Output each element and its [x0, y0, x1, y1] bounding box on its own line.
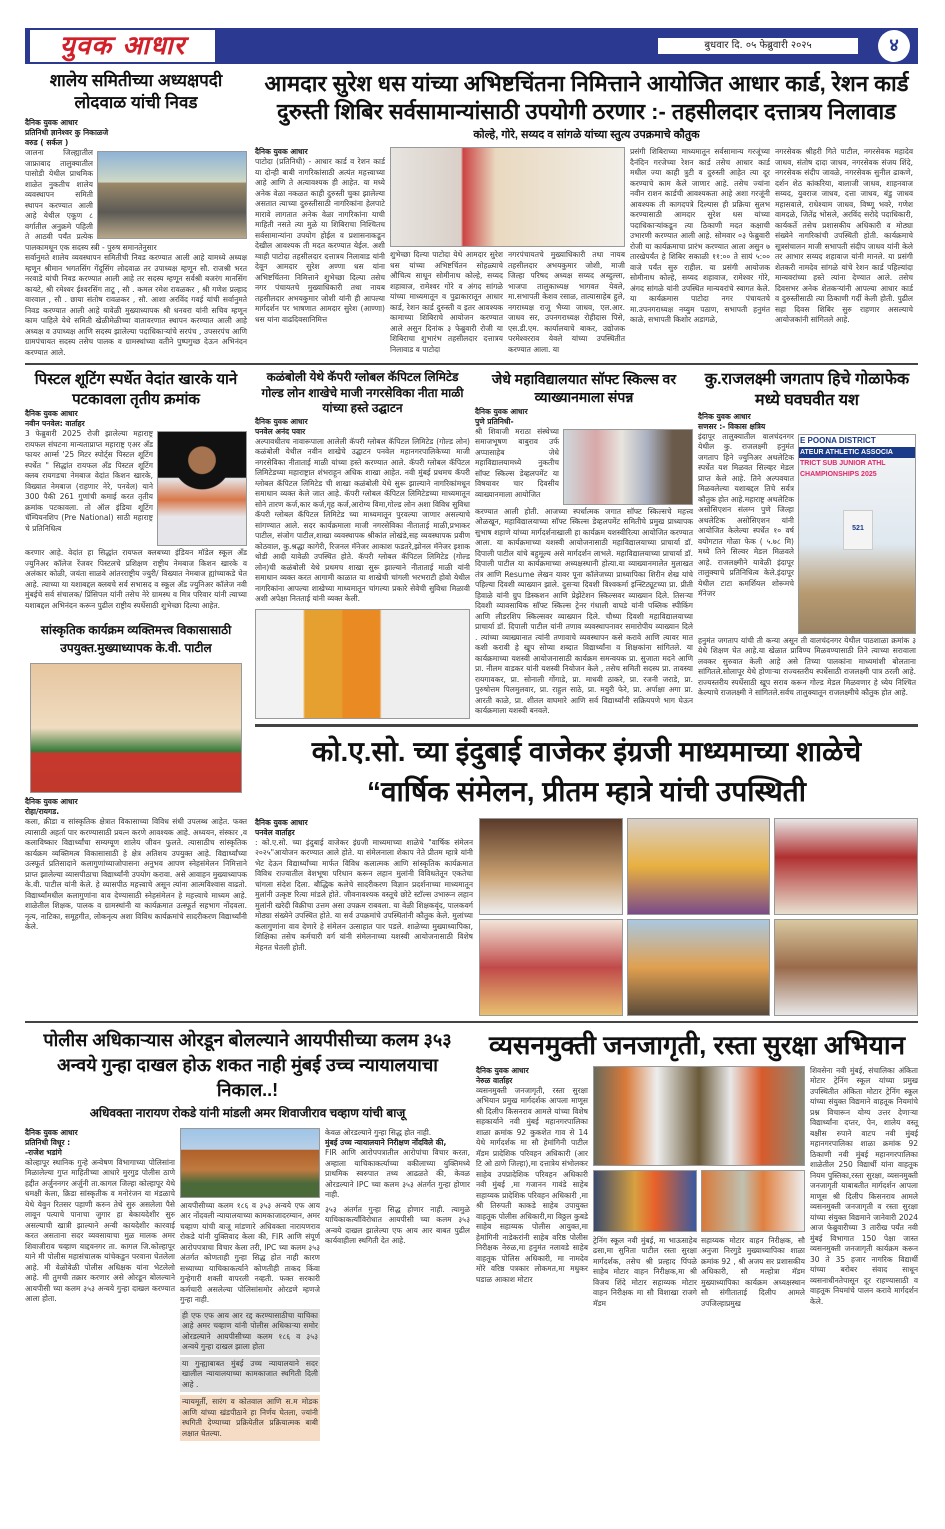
photo-vedant-kharke [157, 431, 247, 546]
byline-place: पनवेल वार्ताहर [255, 827, 295, 837]
byline-place: पुणे प्रतिनिधी- [475, 416, 514, 426]
court-columns [25, 1128, 470, 1442]
campaign-middle [593, 1066, 805, 1310]
headline: कु.राजलक्ष्मी जगताप हिचे गोळाफेक मध्ये घवघवीत यश [704, 371, 910, 409]
aadhaar-middle-cols [390, 250, 625, 355]
sub-headline: अधिवक्ता नारायण रोकडे यांनी मांडली अमर शिवाजीराव चव्हाण यांची बाजू [89, 1105, 406, 1120]
article-body: ट्रेनिंग स्कूल नवी मुंबई, मा भाऊसाहेब ढसा,मा सुनिता पाटील रस्ता सुरक्षा मार्गदर्शक, तसेच श्री प्रल्हाद पिंपळे साहेब मोटार वाहन निरीक्षक,मा श्री विजय शिंदे मोटार सहाय्यक मोटार वाहन निरीक्षक मा सौ विशाखा राजगे मॅडम [593, 1235, 697, 1308]
article-body: प्रसंगी शिबिराच्या माध्यमातून सर्वसामान्य गरजूंच्या दैनंदिन गरजेच्या रेशन कार्ड तसेच आधार कार्ड मधील ज्या काही त्रुटी व दुरुस्ती आहेत त्या दूर करण्याचे काम केले जाणार आहे. तसेच ज्यांना नवीन राशन कार्डची आवश्यकता आहे अशा गरजूंनी आवश्यक ती कागदपत्रे दिल्यास ही प्रक्रिया सुलभ करण्यासाठी आमदार सुरेश धस यांच्या पदाधिकाऱ्यांकडून त्या ठिकाणी मदत कक्षाची उभारणी करण्यात आली आहे. सोमवार ०३ फेब्रुवारी रोजी या कार्यक्रमाचा प्रारंभ करण्यात आला असुन ७ तारखेपर्यंत हे शिबिर सकाळी ११:०० ते सायं ५:०० वाजे पर्यंत सुरु राहील. या प्रसंगी आयोजक सोमीनाथ कोल्हे, सय्यद शहावाज, रामेश्वर गोरे, अंगद सांगळे यांनी उपस्थित मान्यवरांचे स्वागत केले. या कार्यक्रमास पाटोदा नगर पंचायतचे मा.उपनगराध्यक्ष नय्युम पठाण, सभापती हनुमंत काळे, सभापती किशोर अडागळे, [630, 147, 770, 325]
article-cultural-program [25, 621, 247, 933]
athlete-bib: 521 [843, 510, 873, 550]
banner-text: ATEUR ATHLETIC ASSOCIA [799, 447, 915, 458]
article-body: आयपीसीच्या कलम १८६ व ३५३ अन्वये एफ आय आर नोंदवली न्यायालयाच्या कामकाजादरम्यान, अमर चव्हाण यांची बाजू मांडणारे अधिवक्ता नारायणराव रोकडे यांनी युक्तिवाद केला की, FIR आणि संपूर्ण आरोपपत्राचा विचार केला तरी, IPC च्या कलम ३५३ अंतर्गत कोणताही गुन्हा सिद्ध होत नाही कारण सध्याच्या याचिकाकर्त्याने कोणतीही ताकद किंवा गुन्हेगारी शक्ती वापरली नव्हती. फक्त सरकारी कर्मचारी असलेल्या पोलिसांसमोर ओरडणे म्हणजे गुन्हा नाही. [180, 1200, 320, 1305]
photo-exhibition [774, 919, 918, 1016]
headline: सांस्कृतिक कार्यक्रम व्यक्तिमत्त्व विकासासाठी उपयुक्त.मुख्याध्यापक के.वी. पाटील [40, 623, 232, 656]
photo-rajlakshmi [798, 434, 916, 634]
right-area [255, 370, 918, 1016]
page-number: ४ [878, 30, 910, 62]
photo-performance [479, 919, 623, 1016]
section-top [25, 70, 918, 358]
divider [25, 1021, 918, 1023]
divider [25, 363, 918, 365]
photo-costumes [627, 818, 771, 915]
photo-dance-performance [30, 663, 242, 793]
page-body [25, 70, 918, 1441]
annual-gathering-text [255, 818, 473, 954]
article-shot-put [698, 370, 916, 699]
article-body: करण्यात आली होती. आजच्या स्पर्धात्मक जगात सॉफ्ट स्किल्सचे महत्त्व ओळखून, महाविद्यालयाच्या सॉफ्ट स्किल्स डेव्हलपमेंट समितीचे प्रमुख प्राध्यापक सुभाष शहाणे यांच्या मार्गदर्शनाखाली हा कार्यक्रम यशस्वीरित्या आयोजित करण्यात आला. या कार्यक्रमाच्या यशस्वी आयोजनासाठी महाविद्यालयाच्या प्राचार्या डॉ. दिपाली पाटील यांचे बहुमूल्य असे मार्गदर्शन लाभले. महाविद्यालयाच्या प्राचार्या डॉ. दिपाली पाटील या कार्यक्रमाच्या अध्यक्षस्थानी होत्या.या व्याख्यानमालेत मुलाखत तंत्र आणि Resume लेखन यावर पूना कॉलेजच्या प्राध्यापिका शिरीन शेख यांचे पहिल्या दिवशी व्याख्यान झाले. दुसऱ्या दिवशी विश्वकर्मा इन्स्टिट्यूटच्या प्रा. प्रीती हिवाळे यांनी ग्रुप डिस्कशन आणि प्रेझेंटेशन स्किल्सवर व्याख्यान दिले. तिसऱ्या दिवशी व्यावसायिक सॉफ्ट स्किल्स ट्रेनर गंधाली वाघडे यांनी पब्लिक स्पीकिंग आणि लीडरशिप स्किल्सवर व्याख्यान दिले. चौथ्या दिवशी महाविद्यालयाच्या प्राचार्या डॉ. दिपाली पाटील यांनी तणाव व्यवस्थापनावर समारोपीय व्याख्यान दिले . त्यांच्या व्याख्यानात त्यांनी तणावाचे व्यवस्थापन कसे करावे आणि त्यावर मात कशी करावी हे खूप सोप्या शब्दात विद्यार्थ्यांना व शिक्षकांना सांगितले. या कार्यक्रमाच्या यशस्वी आयोजनासाठी कार्यक्रम समन्वयक प्रा. सुजाता मदने आणि प्रा. नीलम वाडकर यांनी यशस्वी नियोजन केले , तसेच समिती सदस्य प्रा. तावस्या रायगावकर, प्रा. सोनाली गोंगाडे, प्रा. माधवी ठाकरे, प्रा. रजनी जराडे, प्रा. पुरुषोत्तम पिलमुलवार, प्रा. राहुल साठे, प्रा. मयुरी फेरे, प्रा. अर्पाक्षा अगा प्रा. आरती काळे, प्रा. शीतल वाघमारे आणि सर्व विद्यार्थ्यांनी सक्रियपणे भाग घेऊन कार्यक्रमाला यशस्वी बनवले. [475, 506, 693, 716]
byline-paper: दैनिक युवक आधार [475, 406, 528, 416]
article-pistol-shooting [25, 370, 247, 611]
banner-text: TRICT SUB JUNIOR ATHL [800, 459, 886, 467]
section-middle [25, 370, 918, 1016]
article-aadhaar-camp [255, 70, 918, 355]
article-body: सर्वानुमते शालेय व्यवस्थापन समितीची निवड करण्यात आली आहे यामध्ये अध्यक्ष म्हणून श्रीमान भगतसिंग गेंदूसिंग लोदवाळ तर उपाध्यक्ष म्हणून सौ. राजश्री भरत नरवाडे यांची निवड करण्यात आली आहे तर सदस्य म्हणून सर्वश्री बजरंग मानसिंग कायटे, श्री रमेश्वर ईश्वरसिंग ताटू , सौ . कमल रमेश रावळकर , श्री गणेश प्रल्हाद वारवाल , सौ . छाया संतोष रावळकर , सौ. आशा अरविंद गवई यांची सर्वानुमते निवड करण्यात आली आहे यावेळी मुख्याध्यापक श्री धनवरा यांनी सचिव म्हणून काम पाहिले येथे समिती खेळीमेळीच्या वातावरणात स्थापन करण्यात आली आहे अध्यक्ष व उपाध्यक्ष आणि सदस्य झालेल्या पदाधिकाऱ्यांचे सरपंच , उपसरपंच आणि ग्रामपंचायत सदस्य तसेच पालक व ग्रामस्थांच्या वतीने पुष्पगुच्छ देऊन अभिनंदन करण्यात आले. [25, 253, 247, 357]
byline-paper: दैनिक युवक आधार [255, 817, 308, 827]
photo-committee-group [97, 151, 247, 239]
photo-campaign-3 [701, 1170, 805, 1232]
article-body: हनुमंत जगताप यांची ती कन्या असून ती वालचंदनगर येथील पाठशाळा क्रमांक ३ येथे शिक्षण घेत आहे.या खेळात प्राविण्य मिळवण्यासाठी तिने त्याच्या सरावाला लवकर सुरुवात केली आहे असे तिच्या पालकांना माध्यमांशी बोलताना सांगितले.सोलापूर येथे होणाऱ्या राज्यस्तरीय स्पर्धेसाठी राजलक्ष्मी पात्र ठरली आहे. राज्यस्तरीय स्पर्धेसाठी खूप सराव करून गोल्ड मेडल मिळवणार हे ध्येय निश्चित केल्याचे राजलक्ष्मी ने सांगितले.सर्वच तालुक्यातून राजलक्ष्मीचे कौतुक होत आहे. [698, 635, 916, 698]
article-high-court-verdict [25, 1028, 470, 1441]
byline-paper: दैनिक युवक आधार [255, 416, 308, 426]
highlight-box: या गुन्ह्याबाबत मुंबई उच्च न्यायालयाने सदर खालील न्यायालयाच्या कामकाजात स्थगिती दिली आहे . [180, 1357, 320, 1393]
subhead: मुंबई उच्च न्यायालयाने निरीक्षण नोंदविले की, [325, 1138, 447, 1148]
divider [255, 724, 918, 727]
court-col1 [25, 1128, 175, 1305]
annual-gathering-row [255, 818, 918, 1016]
row-three-articles [255, 370, 918, 719]
article-soft-skills [475, 370, 693, 716]
photo-students [479, 818, 623, 915]
photo-children [627, 919, 771, 1016]
photo-gallery [479, 818, 918, 1016]
article-body: अल्पावधीतच नावारूपाला आलेली कॅपरी ग्लोबल कॅपिटल लिमिटेड (गोल्ड लोन) कळंबोली येथील नवीन शाखेचे उद्घाटन पनवेल महानगरपालिकेच्या माजी नगरसेविका नीताताई माळी यांच्या हस्ते करण्यात आले. कॅपरी ग्लोबल कॅपिटल लिमिटेडच्या महाराष्ट्रात शंभराहून अधिक शाखा आहेत. नवी मुंबई प्रथमच कॅपरी ग्लोबल कॅपिटल लिमिटेड ची शाखा कळंबोली येथे सुरू झाल्याने नागरिकांमधून समाधान व्यक्त केले जात आहे. कॅपरी ग्लोबल कॅपिटल लिमिटेडच्या माध्यमातून सोने तारण कर्ज,कार कर्ज,गृह कर्ज,आरोग्य विमा,गोल्ड लोन अशा विविध सुविधा कॅपरी ग्लोबल कॅपिटल लिमिटेड च्या माध्यमातून पुरवल्या जाणार असल्याचे सांगण्यात आले. सदर कार्यक्रमाला माजी नगरसेविका नीताताई माळी,प्रभाकर पाटील, संजोग पाटील,शाखा व्यवस्थापक श्रीकांत लोखंडे,सह व्यवस्थापक प्रवीण कोठवाल, कु.श्रद्धा कागेरी, रिजनल मॅनेजर आकाश फडतरे,झोनल मॅनेजर इशाक थोडी आदी यावेळी उपस्थित होते. कॅपरी ग्लोबल कॅपिटल लिमिटेड (गोल्ड लोन)ची कळंबोली येथे प्रथमच शाखा सुरू झाल्याने नीताताई माळी यांनी समाधान व्यक्त करत आगामी काळात या शाखेची चांगली भरभराटी होवो येथील नागरिकांना आपल्या शाखेच्या माध्यमातून चांगल्या प्रकारे सेवेची सुविधा मिळावी अशी अपेक्षा नितताई यांनी व्यक्त केली. [255, 436, 470, 604]
campaign-middle-cols [593, 1236, 805, 1310]
byline-paper: दैनिक युवक आधार [476, 1065, 529, 1075]
photo-bombay-high-court [180, 1128, 320, 1198]
article-body: शुभेच्छा दिल्या पाटोदा येथे आमदार सुरेश धस यांच्या अभिष्टचिंतन सोहळ्याचे औचित्य साधून सोमीनाथ कोल्हे, सय्यद शहावाज, रामेश्वर गोरे व अंगद सांगळे यांच्या माध्यमातून व पुढाकारातून आधार कार्ड, रेशन कार्ड दुरुस्ती व इतर आवश्यक कामाच्या शिबिराचे आयोजन करण्यात आले असुन दिनांक ३ फेब्रुवारी रोजी या शिबिराचा शुभारंभ तहसीलदार दत्तात्रय निलावाड व पाटोदा [390, 250, 503, 354]
byline [25, 118, 247, 148]
headline: शालेय समितीच्या अध्यक्षपदी लोदवाळ यांची निवड [49, 71, 223, 113]
byline-place: प्रतिनिधी विधूर : [25, 1137, 71, 1147]
byline-paper: दैनिक युवक आधार [25, 118, 78, 128]
byline-paper: दैनिक युवक आधार [25, 797, 78, 807]
newspaper-logo: युवक आधार [30, 30, 215, 62]
article-lead: इंदापूर तालुक्यातील वालचंदनगर येथील कु. राजलक्ष्मी हनुमंत जगताप हिने ज्युनिअर अथलेटिक स्पर्धेत यश मिळवत सिल्व्हर मेडल प्राप्त केले आहे. तिने अल्पवयात मिळवलेल्या यशाबद्दल तिचे सर्वत्र कौतुक होत आहे.महाराष्ट्र अथलेटिक असोसिएशन संलग्न पुणे जिल्हा अथलेटिक असोसिएशन यांनी आयोजित केलेल्या स्पर्धेत १० वर्ष वयोगटात गोळा फेक ( ५.७८ मि) मध्ये तिने सिल्वर मेडल मिळवले आहे. राजलक्ष्मीने यावेळी इंदापूर तालुक्याचे प्रतिनिधित्व केले.इंदापूर येथील टाटा कमर्शियल शोरूमचे मॅनेजर [698, 431, 795, 599]
byline-place: पनवेल अनंद पवार [255, 426, 306, 436]
photo-ribbon-cutting [774, 818, 918, 915]
article-body: नगरसेवक श्रीहरी गिते पाटील, नगरसेवक महादेव जाधव, संतोष दादा जाधव, नगरसेवक संजय शिंदे, नगरसेवक संदीप जावळे, नगरसेवक सुनील ढाकणे, दर्शन शेठ कांकरिया, बालाजी जाधव, शाहनवाज सय्यद, युवराज जाधव, दत्ता जाधव, बंडु जाधव महासवाले, राधेश्याम जाधव, विष्णू भवरे, गणेश वामदळे, जितेंद्र भोसले, अरविंद सरोदे पदाधिकारी, कार्यकर्ते तसेच प्रशासकीय अधिकारी व मोठ्या संख्येने नागरिकांची उपस्थिती होती. कार्यक्रमाचे सूत्रसंचालन माजी सभापती संदीप जाधव यांनी केले तर आभार सय्यद शहावाज यांनी मानले. या प्रसंगी शेतकरी नामदेव सांगळे यांचे रेशन कार्ड पहिल्यांदा मान्यवरांच्या हस्ते त्यांना देण्यात आले. तसेच दिवसभर अनेक शेतकऱ्यांनी आपल्या आधार कार्ड व दुरुस्तीसाठी त्या ठिकाणी गर्दी केली होती. पुढील सहा दिवस शिबिर सुरु राहणार असल्याचे आयोजकांनी सांगितले आहे. [775, 147, 913, 325]
section-bottom [25, 1028, 918, 1441]
article-body: : को.ए.सो. च्या इंदुबाई वाजेकर इंग्रजी माध्यमाच्या शाळेचे "वार्षिक संमेलन २०२५"आयोजन करण्यात आले होते. या संमेलनाला शेकाप नेते प्रीतम म्हात्रे यांनी भेट देऊन विद्यार्थ्यांच्या मार्फत विविध कलात्मक आणि सांस्कृतिक कार्यक्रमात विविध राज्यातील वेशभूषा परिधान करून लहान मुलांनी विविधतेतून एकतेचा चांगला संदेश दिला. बौद्धिक कलेचे सादरीकरण विज्ञान प्रदर्शनाच्या माध्यमातून मुलांनी उत्कृष्ट रित्या मांडले होते. जीवनावश्यक वस्तूचे छोटे स्टॉल्स उभारून लहान मुलांनी खरेदी विक्रीचा उत्तम असा उपक्रम राबवला. या वेळी शिक्षकवृंद, पालकवर्ग मोठ्या संख्येने उपस्थित होते. या सर्व उपक्रमांचे उपस्थितांनी कौतुक केले. मुलांच्या कलागुणांना वाव देणारे हे संमेलन उत्साहात पार पडले. शाळेच्या मुख्याध्यापिका, शिक्षिका तसेच कर्मचारी वर्ग यांनी संमेलनाच्या यशस्वी आयोजनासाठी विशेष मेहनत घेतली होती. [255, 837, 473, 952]
byline-paper: दैनिक युवक आधार [25, 409, 78, 419]
issue-date: बुधवार दि. ०५ फेब्रुवारी २०२५ [658, 38, 858, 54]
aadhaar-columns [255, 147, 918, 355]
byline-place: वरुड ( सर्कल ) [25, 138, 69, 148]
campaign-columns [476, 1066, 918, 1310]
byline-place: सणसर :- विकास क्षत्रिय [698, 421, 766, 431]
article-body: ३५३ अंतर्गत गुन्हा सिद्ध होणार नाही. त्यामुळे याचिकाकर्त्यांविरोधात आयपीसी च्या कलम ३५३ अन्वये दाखल झालेल्या एफ आय आर बाबत पुढील कार्यवाहीला स्थगिती देत आहे. [325, 1204, 470, 1246]
byline-place: नवीन पनवेल: वार्ताहर [25, 419, 85, 429]
photo-inauguration-branch [255, 609, 470, 719]
court-col2 [180, 1128, 320, 1442]
byline-place: रोहा/रायगड. [25, 807, 60, 817]
photo-lecture [563, 429, 693, 505]
sub-headline: कोल्हे, गोरे, सय्यद व सांगळे यांच्या स्तुत्य उपक्रमाचे कौतुक [473, 129, 700, 141]
left-column [25, 370, 247, 933]
byline-reporter: -राजेश भडांगे [25, 1147, 62, 1157]
byline-reporter: प्रतिनिधी ज्ञानेश्वर कु निकाळजे [25, 128, 109, 138]
byline-paper: दैनिक युवक आधार [698, 411, 751, 421]
article-lead: 3 फेब्रुवारी 2025 रोजी झालेल्या महाराष्ट्र रायफल संघटना मान्यताप्राप्त महाराष्ट्र एअर अँड फायर आर्म्स '25 मिटर स्पोर्ट्स पिस्टल शूटिंग स्पर्धेत " सिद्धांत रायफल अँड पिस्टल शूटिंग क्लब रायगडचा नेमबाज वेदांत किशन खारके, विख्यात नेमबाज (राहणार नेरे, पनवेल) याने 300 पैकी 261 गुणांची कमाई करत तृतीय क्रमांक पटकावला. तो ऑल इंडिया शूटिंग चॅम्पियनशिप (Pre National) साठी महाराष्ट्र चे प्रतिनिधित्व [25, 429, 153, 533]
photo-campaign-2 [593, 1170, 697, 1232]
aadhaar-middle [390, 147, 625, 355]
article-body: सहाय्यक मोटार वाहन निरीक्षक, सौ अनुजा निरगुडे मुख्याध्यापिका शाळा क्रमांक 92 , श्री अजय सर प्रशासकीय अधिकारी, सौ मल्होत्रा मॅडम मुख्याध्यापिका कार्यक्रम अध्यक्षस्थान सौ संगीताताई दिलीप आमले उपजिल्हाप्रमुख [701, 1235, 805, 1308]
article-capri-global [255, 370, 470, 719]
article-body: कोल्हापूर स्थानिक गुन्हे अन्वेषण विभागाच्या पोलिसांना मिळालेल्या गुप्त माहितीच्या आधारे मुरगुड पोलीस ठाणे हद्दीत अर्जुननगर अर्जुनी ता.कागल जिल्हा कोल्हापूर येथे धमक्षी केला, क्रिडा सांस्कृतीक व मनोरंजन या मंडळाचे येथे येवुन रितसर पहाणी करुन तेथे सुरु असलेला पैसे लावून पत्याचे पानाचा जुगार हा बेकायदेशीर सुरु असल्याची खात्री झाल्याने अन्वी कायदेशीर कारवाई करत असताना सदर व्यवसायाचा मुळ मालक अमर शिवाजीराव चव्हाण याद्दवनगर ता. कागल जि.कोल्हापूर याने मी पोलीस महासंचालक यांचेकडुन परवाना घेतलेला आहे. मी वेळोवेळी पोलीस अधिक्षक यांना भेटलेलो आहे. मी तुमची तक्रार करणार असे ओरडून बोलल्याने आयपीसी च्या कलम ३५३ अन्वये गुन्हा दाखल करण्यात आला होता. [25, 1157, 175, 1304]
article-body: कला, क्रीडा व सांस्कृतिक क्षेत्रात विकासाच्या विविध संधी उपलब्ध आहेत. फक्त त्यासाठी अहर्ता पार करण्यासाठी प्रयत्न करणे आवश्यक आहे. अध्ययन, संस्कार ,व कलाविष्कार विद्यार्थ्यांचा सम्यग्यूण शालेय जीवन फुलते. त्यासाठीच सांस्कृतिक कार्यक्रम व्यक्तिमत्व विकासासाठी हे क्षेत्र अतिशय उपयुक्त आहे. विद्यार्थ्यांच्या उत्स्फूर्त प्रतिसादाने कलागुणांच्याजोपासना अनुभव आपण स्नेहसंमेलन निमित्ताने प्राप्त झालेल्या व्यासपीठाचा विद्यार्थ्यांनी उपयोग करावा. असे आवाहन मुख्याध्यापक के.वी. पाटील यांनी केले. हे व्यासपीठ महत्त्वाचे असून त्यांना आत्मविश्वास वाढतो. विद्यार्थ्यांमधील कलागुणांना वाव देण्यासाठी स्नेहसंमेलन हे महत्त्वाचे माध्यम आहे. शाळेतील शिक्षक, पालक व ग्रामस्थांनी या कार्यक्रमात उत्स्फूर्त सहभाग नोंदवला. नृत्य, नाटिका, समूहगीत, लोकनृत्य अशा विविध कार्यक्रमांचे सादरीकरण विद्यार्थ्यांनी केले. [25, 817, 247, 932]
article-school-committee [25, 70, 247, 358]
headline: पोलीस अधिकाऱ्यास ओरडून बोलल्याने आयपीसीच्या कलम ३५३ अन्वये गुन्हा दाखल होऊ शकत नाही मुंबई उच्च न्यायालयाचा निकाल..! [43, 1029, 452, 1100]
highlight-box: ही एफ एफ आय आर रद्द करण्यासाठीचा याचिका आहे अमर चव्हाण यांनी पोलीस अधिकाऱ्या समोर ओरडल्याने आयपीसीच्या कलम १८६ व ३५३ अन्वये गुन्हा दाखल झाला होता [180, 1309, 320, 1355]
headline: आमदार सुरेश धस यांच्या अभिष्टचिंतना निमित्ताने आयोजित आधार कार्ड, रेशन कार्ड दुरुस्ती शिबिर सर्वसामान्यांसाठी उपयोगी ठरणार :- तहसीलदार दत्तात्रय निलावाड [264, 71, 909, 124]
article-body: FIR आणि आरोपपत्रातील आरोपांचा विचार करता, अम्हाला याचिकाकर्त्याच्या वकीलाच्या युक्तिमध्ये प्राथमिक स्वरुपात तथ्य आढळते की, केवळ ओरडल्याने IPC च्या कलम ३५३ अंतर्गत गुन्हा होणार नाही. [325, 1148, 470, 1200]
article-body: नगरपंचायतचे मुख्याधिकारी तथा नायब तहसीलदार अभयकुमार जोशी, माजी जिल्हा परिषद अध्यक्ष सय्यद अब्दुल्ला, भाजपा तालुकाध्यक्ष भागवत येवले, मा.सभापती केशव रसाळ, तात्यासाहेब हुले, नगराध्यक्ष राजू भैय्या जाधव, एल.आर. जाधव सर, उपनगराध्यक्ष रोहीदास पिसे, एस.डी.एम. कार्यालयाचे बाकर, उद्योजक परमेश्वरराव येवले यांच्या उपस्थितीत करण्यात आला. या [508, 250, 625, 354]
article-body: केवळ ओरडल्याने गुन्हा सिद्ध होत नाही. [325, 1127, 432, 1137]
headline: जेधे महाविद्यालयात सॉफ्ट स्किल्स वर व्याख्यानमाला संपन्न [491, 371, 677, 406]
article-body: व्यसनमुक्ती जनजागृती, रस्ता सुरक्षा अभियान प्रमुख मार्गदर्शक आपला माणूस श्री दिलीप किसनराव आमले यांच्या विशेष सहकार्याने नवी मुंबई महानगरपालिका शाळा क्रमांक 92 कुकशेत गाव से 14 येथे मार्गदर्शक मा सौ हेमांगिनी पाटील मॅडम प्रादेशिक परिवहन अधिकारी (आर टि ओ ठाणे जिल्हा),मा दत्तात्रेय संभोलकर साहेब उपप्रादेशिक परिवहन अधिकारी नवी मुंबई ,मा गजानन गावंडे साहेब सहाय्यक प्रादेशिक परिवहन अधिकारी ,मा श्री तिरुपती काकडे साहेब उपायुक्त वाहतूक पोलीस अधिकारी,मा विठ्ठल कुबडे साहेब सहाय्यक पोलीस आयुक्त,मा हेमांगिनी नाडेकरांनी साहेब वरिष्ठ पोलीस निरीक्षक नेरुळ,मा हनुमंत नलावडे साहेब वाहतूक पोलिस अधिकारी, मा नामदेव मोरे वरिष्ठ पत्रकार लोकमत,मा मधुकर घडाळ आकाश मोटार [476, 1085, 588, 1284]
byline: दैनिक युवक आधार [255, 147, 308, 157]
headline-line2: “वार्षिक संमेलन, प्रीतम म्हात्रे यांची उपस्थिती [366, 775, 806, 807]
headline-line1: को.ए.सो. च्या इंदुबाई वाजेकर इंग्रजी माध्यमाच्या शाळेचे [311, 735, 862, 767]
byline-place: नेरुळ वार्ताहर [476, 1075, 513, 1085]
photo-campaign-main [593, 1066, 805, 1166]
campaign-col1 [476, 1066, 588, 1286]
article-lead: श्री शिवाजी मराठा संस्थेच्या समाजभूषण बाबुराव उर्फ अप्पासाहेब जेधे महाविद्यालयामध्ये नुकतीच सॉफ्ट स्किल्स डेव्हलपमेंट या विषयावर चार दिवसीय व्याख्यानमाला आयोजित [475, 426, 559, 499]
court-col3 [325, 1128, 470, 1247]
masthead [25, 28, 918, 64]
highlight-box: न्यायमूर्ती, सारंग व कोतवाल आणि स.म मोडक आणि यांच्या खंडपीठाने हा निर्णय घेतला, ज्यांनी स्थगिती देण्याच्या प्रक्रियेतील प्रक्रियात्मक बाबी लक्षात घेतल्या. [180, 1395, 320, 1441]
campaign-photos [593, 1170, 805, 1232]
banner-text: CHAMPIONSHIPS 2025 [800, 470, 877, 478]
headline: व्यसनमुक्ती जनजागृती, रस्ता सुरक्षा अभियान [488, 1029, 906, 1060]
aadhaar-col1 [255, 147, 385, 325]
article-body: शिवसेना नवी मुंबई, संचालिका अंकिता मोटार ट्रेनिंग स्कूल यांच्या प्रमुख उपस्थितीत अंकिता मोटार ट्रेनिंग स्कूल यांच्या संयुक्त विद्यमाने वाहतूक नियमांचे प्रश्न विचारून योग्य उत्तर देणाऱ्या विद्यार्थ्यांना दप्तर, पेन, शालेय वस्तू बक्षीस रुपाने वाटप नवी मुंबई महानगरपालिका शाळा क्रमांक 92 ठिकाणी नवी मुंबई महानगरपालिका शाळेतील 250 विद्यार्थी यांना वाहतूक नियम पुस्तिका,रस्ता सुरक्षा, व्यसनमुक्ती जनजागृती याबाबतीत मार्गदर्शन आपला माणूस श्री दिलीप किसनराव आमले व्यसनमुक्ती जनजागृती व रस्ता सुरक्षा यांच्या संयुक्त विद्यमाने जानेवारी 2024 आज फेब्रुवारीच्या 3 तारीख पर्यंत नवी मुंबई विभागात 150 पेक्षा जास्त व्यसनमुक्ती जनजागृती कार्यक्रम करून 30 ते 35 हजार नागरिक विद्यार्थी यांच्या बरोबर संवाद साधून व्यसनाधीनतेपासून दूर राहण्यासाठी व वाहतूक नियमांचे पालन करावे मार्गदर्शन केले. [810, 1065, 918, 1306]
article-de-addiction-campaign [476, 1028, 918, 1310]
byline-paper: दैनिक युवक आधार [25, 1127, 78, 1137]
headline: पिस्टल शूटिंग स्पर्धेत वेदांत खारके याने पटकावला तृतीय क्रमांक [34, 371, 238, 408]
banner-text: E POONA DISTRICT [799, 435, 915, 447]
article-body: करणार आहे. वेदांत हा सिद्धांत रायफल क्लबच्या इंडियन मॉडेल स्कूल अँड ज्युनिअर कॉलेज रेंजवर पिस्टलचे प्रशिक्षण राष्ट्रीय नेमबाज किशन खारके व अलंकार कोळी, जयंता साळवे आंतरराष्ट्रीय ज्युरी/ विख्यात नेमबाज ह्यांच्याकडे घेत आहे. त्याच्या या यशाबद्दल क्लबचे सर्व सभासद व स्कूल अँड ज्युनिअर कॉलेज नवी मुंबईचे सर्व संचालक/ प्रिंसिपल यांनी तसेच नेरे ग्रामस्थ व मित्र परिवार यांनी त्याच्या यशाबद्दल अभिनंदन करून पुढील राष्ट्रीय स्पर्धेसाठी शुभेच्छा दिल्या आहेत. [25, 548, 247, 610]
article-annual-gathering [255, 732, 918, 1016]
article-body: पाटोदा (प्रतिनिधी) - आधार कार्ड व रेशन कार्ड या दोन्ही बाबी नागरिकांसाठी अत्यंत महत्त्वाच्या आहे आणि ते अत्यावश्यक ही आहेत. या मध्ये अनेक वेळा नकळत काही दुरुस्ती चुका झालेल्या असतात त्याच्या दुरुस्तीसाठी नागरिकांना हेलपाटे मारावे लागतात अनेक वेळा नागरिकांना याची माहिती नसते त्या मुळे या शिबिराचा निश्चितच सर्वसामान्यांना उपयोग होईल व प्रशासनाकडून देखील आवश्यक ती मदत करण्यात येईल. अशी ग्वाही पाटोदा तहसीलदार दत्तात्रय निलावाड यांनी देवून आमदार सुरेश अण्णा धस यांना अभिष्टचिंतना निमित्ताने शुभेच्छा दिल्या तसेच नगर पंचायतचे मुख्याधिकारी तथा नायब तहसीलदार अभयकुमार जोशी यांनी ही आपल्या मार्गदर्शन पर भाषणात आमदार सुरेश (आण्णा) धस यांना वाढदिवसानिमित्त [255, 157, 385, 324]
headline: कळंबोली येथे कॅपरी ग्लोबल कॅपिटल लिमिटेड गोल्ड लोन शाखेचे माजी नगरसेविका नीता माळी यांच्या हस्ते उद्घाटन [261, 370, 464, 416]
article-lead: जालना जिल्ह्यातील जाफ्राबाद तालुक्यातील पासोडी येथील प्राथमिक शाळेत नुकतीच शालेय व्यवस्थापन समिती स्थापन करण्यात आली आहे येथील एकूण ८ वर्गातील अनुक्रमे पहिली ते आठवी पर्यंत प्रत्येक पालकामधून एक सदस्य स्त्री - पुरुष समानतेनुसार [25, 148, 157, 252]
photo-camp-inauguration [390, 147, 625, 247]
